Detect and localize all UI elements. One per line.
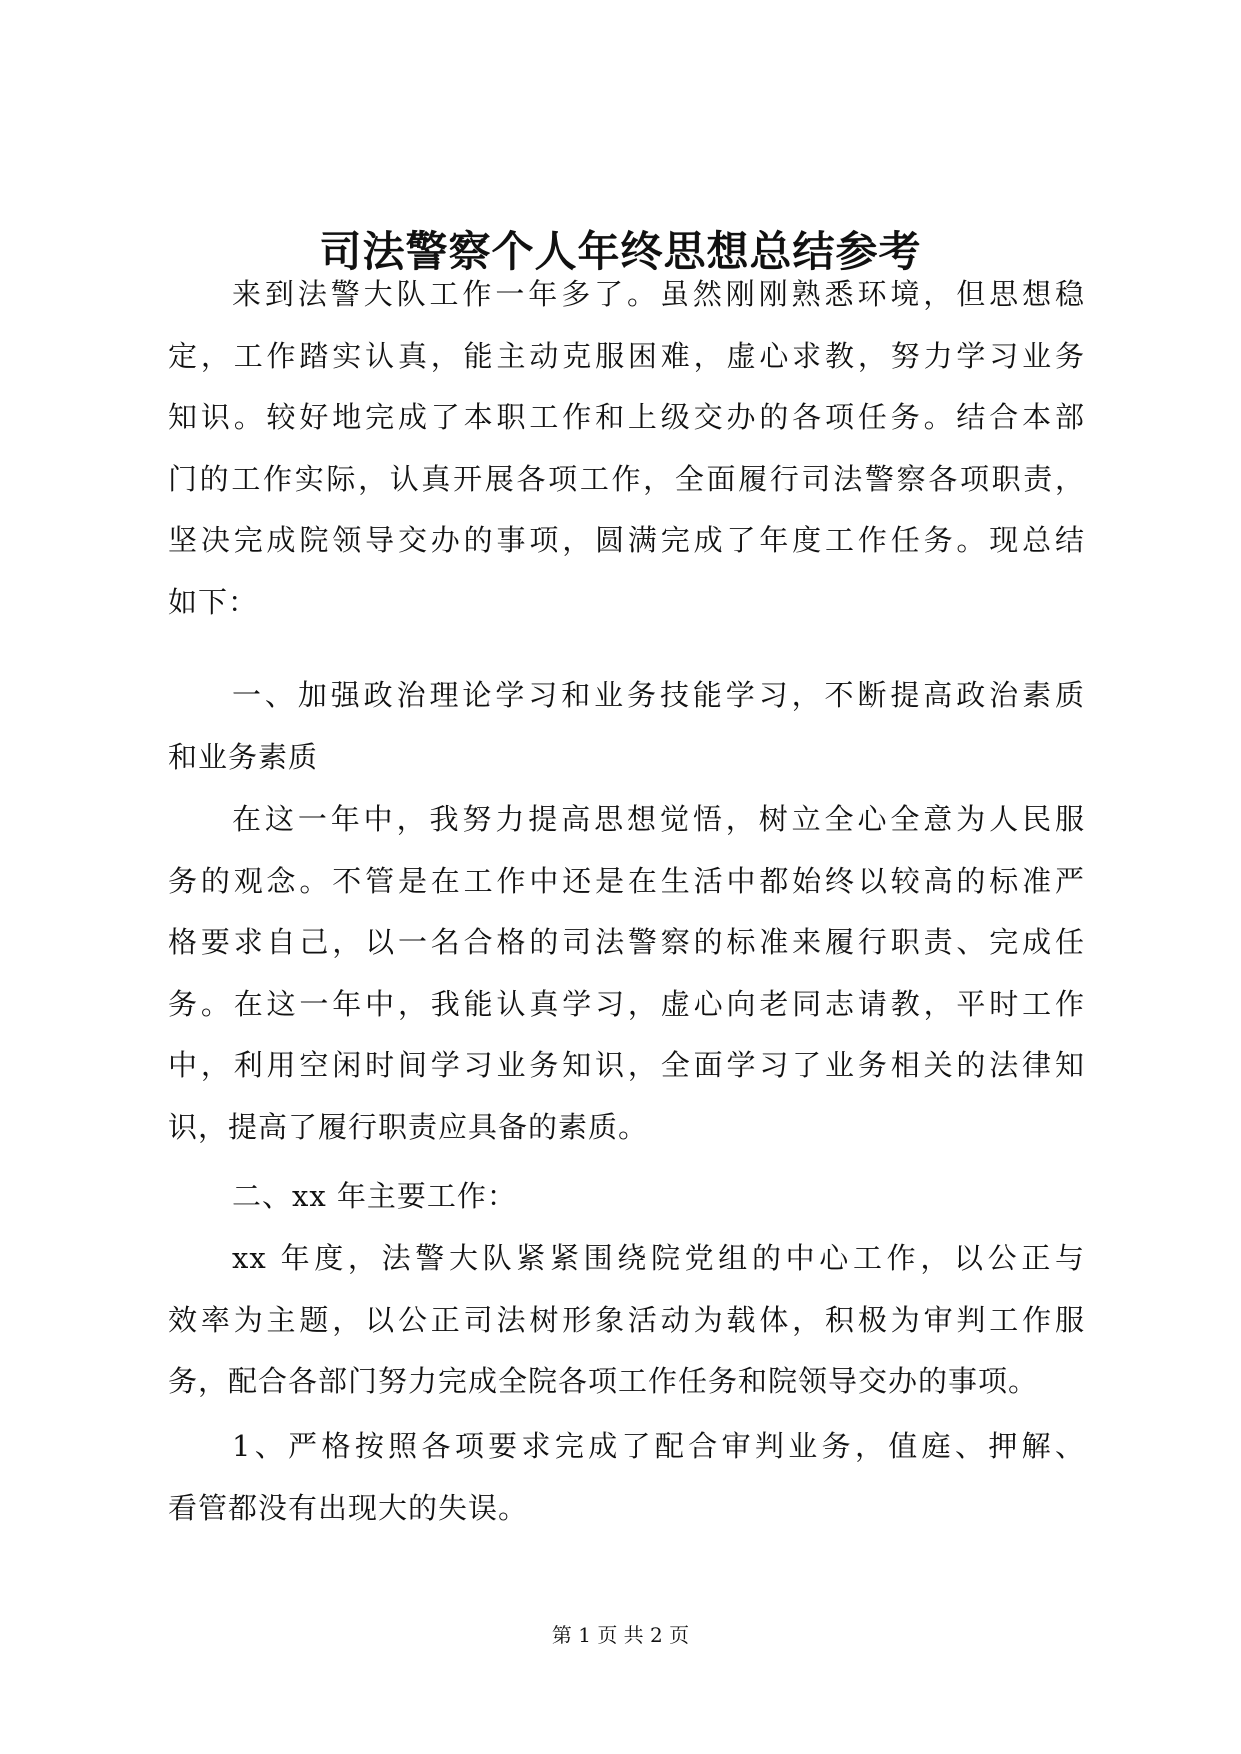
paragraph-line: 效率为主题，以公正司法树形象活动为载体，积极为审判工作服	[168, 1302, 1085, 1337]
paragraph-line: xx 年度，法警大队紧紧围绕院党组的中心工作，以公正与	[232, 1241, 1085, 1275]
paragraph-line: 如下：	[168, 585, 259, 619]
paragraph-line: 坚决完成院领导交办的事项，圆满完成了年度工作任务。现总结	[168, 523, 1085, 558]
paragraph-line: 二、xx 年主要工作：	[232, 1179, 517, 1213]
paragraph-line: 1、严格按照各项要求完成了配合审判业务，值庭、押解、	[232, 1429, 1085, 1463]
page-number-footer: 第 1 页 共 2 页	[551, 1623, 690, 1647]
paragraph-line: 定，工作踏实认真，能主动克服困难，虚心求教，努力学习业务	[168, 338, 1085, 373]
paragraph-line: 一、加强政治理论学习和业务技能学习，不断提高政治素质	[232, 678, 1085, 712]
paragraph-line: 务的观念。不管是在工作中还是在生活中都始终以较高的标准严	[168, 863, 1085, 898]
paragraph-line: 务，配合各部门努力完成全院各项工作任务和院领导交办的事项。	[168, 1364, 1039, 1399]
paragraph-line: 来到法警大队工作一年多了。虽然刚刚熟悉环境，但思想稳	[232, 277, 1085, 311]
paragraph-line: 看管都没有出现大的失误。	[168, 1490, 529, 1525]
paragraph-line: 务。在这一年中，我能认真学习，虚心向老同志请教，平时工作	[168, 986, 1085, 1021]
paragraph-line: 和业务素质	[168, 739, 319, 774]
document-title: 司法警察个人年终思想总结参考	[319, 227, 922, 276]
paragraph-line: 格要求自己，以一名合格的司法警察的标准来履行职责、完成任	[168, 925, 1085, 960]
paragraph-line: 识，提高了履行职责应具备的素质。	[168, 1110, 649, 1144]
paragraph-line: 中，利用空闲时间学习业务知识，全面学习了业务相关的法律知	[168, 1048, 1085, 1083]
paragraph-line: 门的工作实际，认真开展各项工作，全面履行司法警察各项职责，	[168, 461, 1085, 496]
paragraph-line: 知识。较好地完成了本职工作和上级交办的各项任务。结合本部	[168, 400, 1085, 435]
paragraph-line: 在这一年中，我努力提高思想觉悟，树立全心全意为人民服	[232, 802, 1085, 836]
